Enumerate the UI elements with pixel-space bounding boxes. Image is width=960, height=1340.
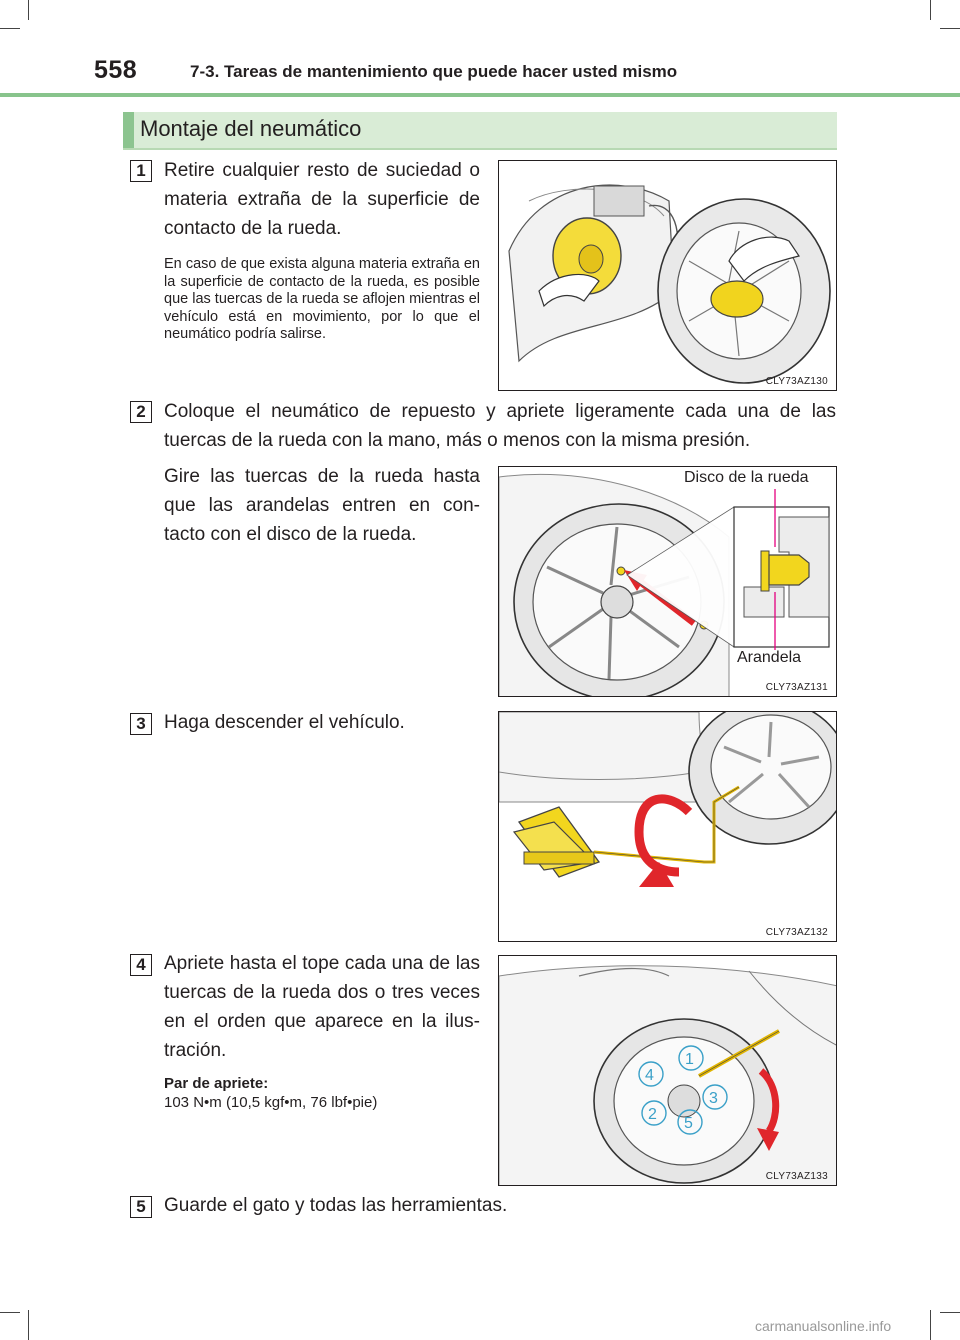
figure-clean-hub bbox=[498, 160, 837, 391]
section-title: Montaje del neumático bbox=[140, 116, 362, 141]
step-number-5: 5 bbox=[130, 1196, 152, 1218]
step-1-note: En caso de que exista alguna materia extraña en la superficie de contacto de la rueda, es posible que las tuercas de la rueda se aflojen mientras el vehículo está en movimiento, por lo que el neumático podría salirse. bbox=[164, 256, 480, 342]
step-3-text: Haga descender el vehículo. bbox=[164, 712, 405, 733]
figure-code: CLY73AZ132 bbox=[765, 927, 828, 938]
order-1: 1 bbox=[685, 1051, 694, 1068]
step-number-2: 2 bbox=[130, 401, 152, 423]
step-2-text: Coloque el neumático de repuesto y apriete ligeramente cada una de las tuercas de la rueda con la mano, más o menos con la misma presión. bbox=[164, 401, 836, 451]
section-divider bbox=[123, 148, 837, 150]
clean-hub-illustration bbox=[499, 161, 837, 391]
crop-mark bbox=[28, 0, 29, 20]
step-number-4: 4 bbox=[130, 954, 152, 976]
crop-mark bbox=[930, 0, 931, 20]
step-2-subtext: Gire las tuercas de la rueda hasta que las arandelas entren en con-tacto con el disco de la rueda. bbox=[164, 466, 480, 545]
crop-mark bbox=[940, 28, 960, 29]
torque-label: Par de apriete: bbox=[164, 1075, 269, 1092]
step-number-3: 3 bbox=[130, 713, 152, 735]
crop-mark bbox=[0, 28, 20, 29]
figure-lower-vehicle bbox=[498, 711, 837, 942]
order-2: 2 bbox=[648, 1106, 657, 1123]
label-washer: Arandela bbox=[737, 649, 802, 666]
crop-mark bbox=[28, 1310, 29, 1340]
crop-mark bbox=[940, 1312, 960, 1313]
step-1-text: Retire cualquier resto de suciedad o materia extraña de la superficie de contacto de la rueda. bbox=[164, 160, 480, 239]
figure-code: CLY73AZ131 bbox=[765, 682, 828, 693]
order-3: 3 bbox=[709, 1090, 718, 1107]
step-5-text: Guarde el gato y todas las herramientas. bbox=[164, 1195, 508, 1216]
section-accent bbox=[123, 112, 134, 148]
figure-tighten-order bbox=[498, 955, 837, 1186]
figure-code: CLY73AZ130 bbox=[765, 376, 828, 387]
crop-mark bbox=[930, 1310, 931, 1340]
tighten-order-illustration bbox=[499, 956, 837, 1186]
step-number-1: 1 bbox=[130, 160, 152, 182]
lower-vehicle-illustration bbox=[499, 712, 837, 942]
figure-code: CLY73AZ133 bbox=[765, 1171, 828, 1182]
label-wheel-disc: Disco de la rueda bbox=[681, 469, 812, 487]
watermark: carmanualsonline.info bbox=[755, 1318, 892, 1334]
figure-hand-tighten bbox=[498, 466, 837, 697]
crop-mark bbox=[0, 1312, 20, 1313]
order-5: 5 bbox=[684, 1115, 693, 1132]
torque-value: 103 N•m (10,5 kgf•m, 76 lbf•pie) bbox=[164, 1094, 378, 1111]
chapter-title: 7-3. Tareas de mantenimiento que puede hacer usted mismo bbox=[190, 62, 678, 81]
page-number: 558 bbox=[94, 56, 138, 84]
step-4-text: Apriete hasta el tope cada una de las tuercas de la rueda dos o tres veces en el orden que aparece en la ilus-tración. bbox=[164, 953, 480, 1061]
header-divider bbox=[0, 93, 960, 97]
order-4: 4 bbox=[645, 1067, 654, 1084]
